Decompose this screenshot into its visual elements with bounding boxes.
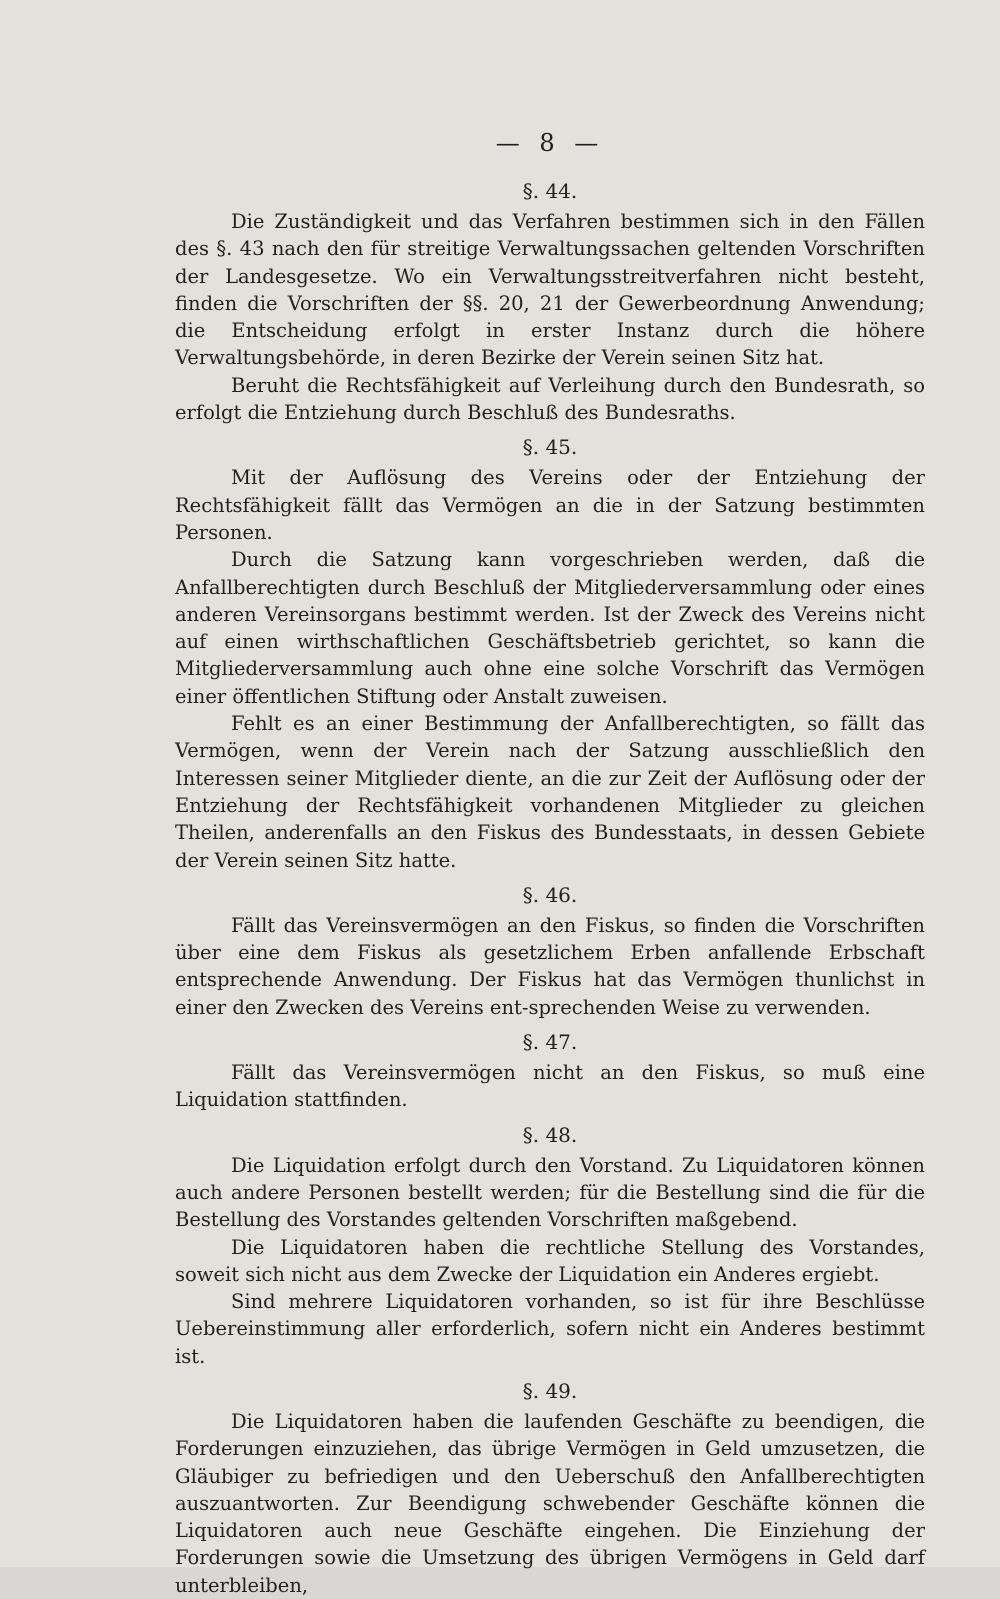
section-heading-49: §. 49. (522, 1378, 578, 1403)
paragraph-48-3: Sind mehrere Liquidatoren vorhanden, so ist für ihre Beschlüsse Uebereinstimmung aller erforderlich, sofern nicht ein Anderes bestimmt ist. (175, 1290, 925, 1368)
paragraph-44-1: Die Zuständigkeit und das Verfahren bestimmen sich in den Fällen des §. 43 nach den für streitige Verwaltungssachen geltenden Vorschriften der Landesgesetze. Wo ein Verwaltungsstreitverfahren nicht besteht, finden die Vorschriften der §§. 20, 21 der Gewerbeordnung Anwendung; die Entscheidung erfolgt in erster Instanz durch die höhere Verwaltungsbehörde, in deren Bezirke der Verein seinen Sitz hat. (175, 210, 925, 370)
page-number: — 8 — (495, 129, 605, 157)
section-heading-45: §. 45. (522, 435, 578, 460)
section-heading-47: §. 47. (522, 1030, 578, 1055)
paragraph-48-2: Die Liquidatoren haben die rechtliche Stellung des Vorstandes, soweit sich nicht aus dem Zwecke der Liquidation ein Anderes ergiebt. (175, 1235, 925, 1286)
paragraph-46-1: Fällt das Vereinsvermögen an den Fiskus, so finden die Vorschriften über eine dem Fiskus als gesetzlichem Erben anfallende Erbschaft entsprechende Anwendung. Der Fiskus hat das Vermögen thunlichst in einer den Zwecken des Vereins ent-sprechenden Weise zu verwenden. (175, 913, 925, 1019)
paragraph-45-2: Durch die Satzung kann vorgeschrieben werden, daß die Anfallberechtigten durch Beschluß der Mitgliederversammlung oder eines anderen Vereinsorgans bestimmt werden. Ist der Zweck des Vereins nicht auf einen wirthschaftlichen Geschäftsbetrieb gerichtet, so kann die Mitgliederversammlung auch ohne eine solche Vorschrift das Vermögen einer öffentlichen Stiftung oder Anstalt zuweisen. (175, 548, 925, 708)
page-body (175, 176, 925, 1599)
section-heading-46: §. 46. (522, 882, 578, 907)
paragraph-45-1: Mit der Auflösung des Vereins oder der Entziehung der Rechtsfähigkeit fällt das Vermögen an die in der Satzung bestimmten Personen. (175, 466, 925, 544)
paragraph-48-1: Die Liquidation erfolgt durch den Vorstand. Zu Liquidatoren können auch andere Personen bestellt werden; für die Bestellung sind die für die Bestellung des Vorstandes geltenden Vorschriften maßgebend. (175, 1153, 925, 1232)
paragraph-47-1: Fällt das Vereinsvermögen nicht an den Fiskus, so muß eine Liquidation stattfinden. (175, 1061, 925, 1112)
section-heading-44: §. 44. (522, 179, 578, 203)
section-heading-48: §. 48. (522, 1122, 578, 1147)
paragraph-45-3: Fehlt es an einer Bestimmung der Anfallberechtigten, so fällt das Vermögen, wenn der Verein nach der Satzung ausschließlich den Interessen seiner Mitglieder diente, an die zur Zeit der Auflösung oder der Entziehung der Rechtsfähigkeit vorhandenen Mitglieder zu gleichen Theilen, anderenfalls an den Fiskus des Bundesstaats, in dessen Gebiete der Verein seinen Sitz hatte. (175, 712, 925, 872)
paragraph-44-2: Beruht die Rechtsfähigkeit auf Verleihung durch den Bundesrath, so erfolgt die Entziehung durch Beschluß des Bundesraths. (175, 373, 925, 425)
paragraph-49-1: Die Liquidatoren haben die laufenden Geschäfte zu beendigen, die Forderungen einzuziehen, das übrige Vermögen in Geld umzusetzen, die Gläubiger zu befriedigen und den Ueberschuß den Anfallberechtigten auszuantworten. Zur Beendigung schwebender Geschäfte können die Liquidatoren auch neue Geschäfte eingehen. Die Einziehung der Forderungen sowie die Umsetzung des übrigen Vermögens in Geld darf unterbleiben, (175, 1409, 925, 1597)
